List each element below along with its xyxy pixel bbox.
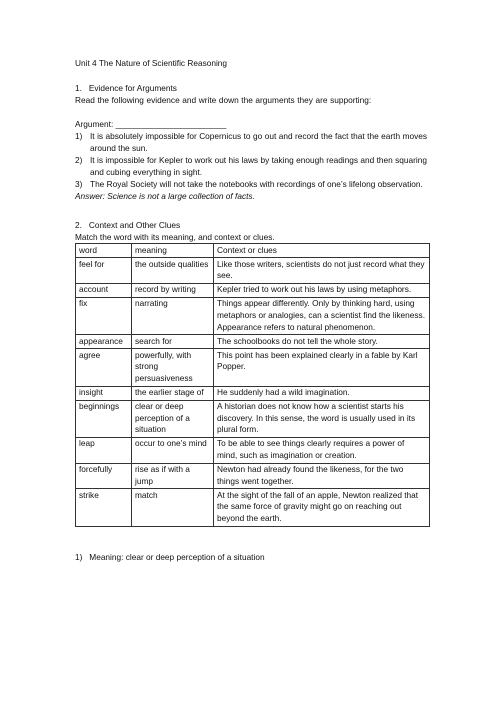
evidence-item: 1) It is absolutely impossible for Copernicus to go out and record the fact that the earth moves around the sun. [75, 131, 427, 153]
evidence-list [75, 130, 427, 190]
cell-meaning: narrating [132, 297, 214, 334]
argument-blank: Argument: ________________________ [75, 119, 227, 129]
cell-context: Kepler tried to work out his laws by using metaphors. [214, 283, 430, 297]
matching-table [75, 243, 430, 527]
cell-word: account [76, 283, 132, 297]
table-row [76, 258, 430, 284]
cell-meaning: match [132, 489, 214, 526]
cell-word: strike [76, 489, 132, 526]
header-meaning: meaning [132, 244, 214, 258]
table-row [76, 400, 430, 437]
table-row [76, 297, 430, 334]
cell-context: At the sight of the fall of an apple, Newton realized that the same force of gravity might go on reaching out beyond the earth. [214, 489, 430, 526]
cell-meaning: search for [132, 335, 214, 349]
header-context: Context or clues [214, 244, 430, 258]
table-row [76, 283, 430, 297]
table-row [76, 335, 430, 349]
cell-word: agree [76, 349, 132, 386]
table-header-row [76, 244, 430, 258]
cell-context: Like those writers, scientists do not just record what they see. [214, 258, 430, 284]
cell-context: The schoolbooks do not tell the whole story. [214, 335, 430, 349]
section2-heading: 2. Context and Other Clues [75, 220, 181, 230]
cell-word: appearance [76, 335, 132, 349]
cell-meaning: record by writing [132, 283, 214, 297]
cell-word: fix [76, 297, 132, 334]
table-row [76, 349, 430, 386]
table-row [76, 437, 430, 463]
cell-meaning: occur to one’s mind [132, 437, 214, 463]
document-title: Unit 4 The Nature of Scientific Reasoning [75, 58, 228, 68]
evidence-item: 3) The Royal Society will not take the notebooks with recordings of one’s lifelong observation. [75, 179, 423, 189]
evidence-item: 2) It is impossible for Kepler to work out his laws by taking enough readings and then squaring and cubing everything in sight. [75, 155, 427, 177]
table-row [76, 386, 430, 400]
cell-word: feel for [76, 258, 132, 284]
cell-meaning: the earlier stage of [132, 386, 214, 400]
cell-word: leap [76, 437, 132, 463]
cell-word: forcefully [76, 463, 132, 489]
cell-context: He suddenly had a wild imagination. [214, 386, 430, 400]
section2-instruction: Match the word with its meaning, and context or clues. [75, 232, 275, 242]
cell-context: A historian does not know how a scientist starts his discovery. In this sense, the word is usually used in its plural form. [214, 400, 430, 437]
table-row [76, 463, 430, 489]
cell-context: Newton had already found the likeness, for the two things went together. [214, 463, 430, 489]
cell-meaning: powerfully, with strong persuasiveness [132, 349, 214, 386]
footer-item: 1) Meaning: clear or deep perception of a situation [75, 551, 265, 562]
cell-meaning: the outside qualities [132, 258, 214, 284]
table-row [76, 489, 430, 526]
section1-instruction: Read the following evidence and write down the arguments they are supporting: [75, 95, 372, 105]
cell-context: To be able to see things clearly requires a power of mind, such as imagination or creation. [214, 437, 430, 463]
document-page [75, 57, 427, 563]
header-word: word [76, 244, 132, 258]
cell-meaning: clear or deep perception of a situation [132, 400, 214, 437]
cell-word: insight [76, 386, 132, 400]
cell-context: Things appear differently. Only by thinking hard, using metaphors or analogies, can a scientist find the likeness. Appearance refers to natural phenomenon. [214, 297, 430, 334]
section1-heading: 1. Evidence for Arguments [75, 83, 177, 93]
cell-word: beginnings [76, 400, 132, 437]
cell-context: This point has been explained clearly in a fable by Karl Popper. [214, 349, 430, 386]
answer-text: Answer: Science is not a large collection of facts. [75, 191, 255, 201]
cell-meaning: rise as if with a jump [132, 463, 214, 489]
